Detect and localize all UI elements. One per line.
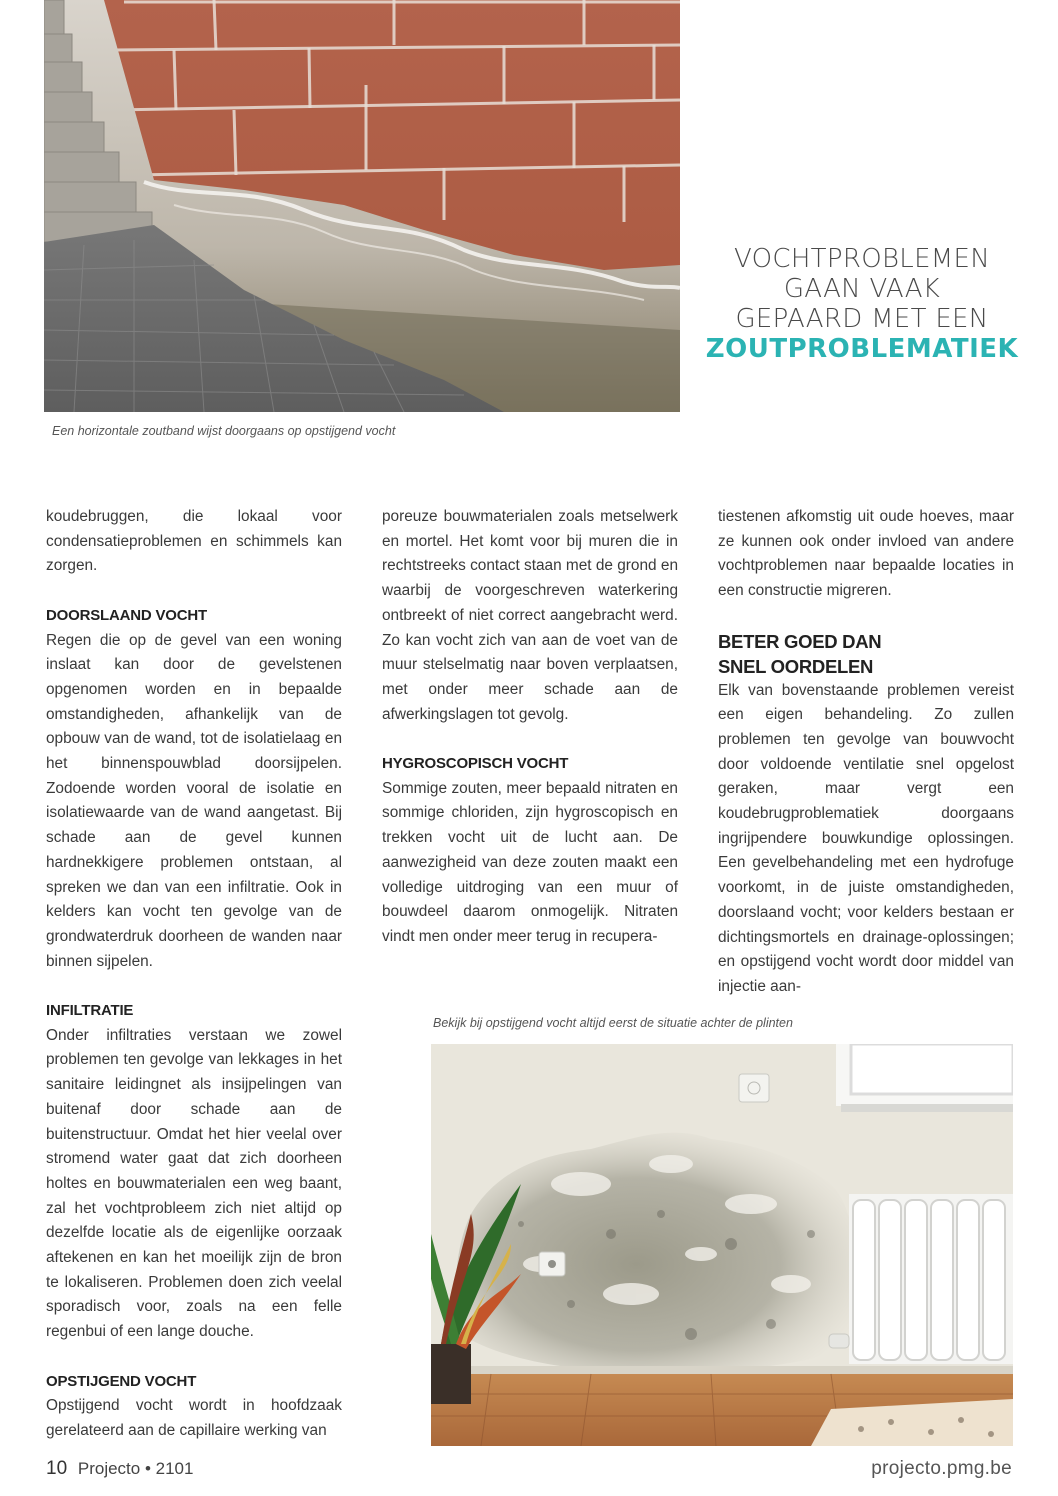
section-heading-hygroscopisch-vocht: HYGROSCOPISCH VOCHT: [382, 755, 569, 773]
paragraph: Elk van bovenstaande problemen vereist een eigen behandeling. Zo zullen problemen ten gevolge van bouwvocht door voldoende ventilatie snel opgelost geraken, maar vergt een koudebrugproblematiek doorgaans ingrijpendere bouwkundige oplossingen. Een gevelbehandeling met een hydrofuge voorkomt, in de juiste omstandigheden, doorslaand vocht; voor kelders bestaan er dichtingsmortels en drainage-oplossingen; en opstijgend vocht wordt door middel van injectie aan-: [718, 681, 1014, 995]
section-heading-doorslaand-vocht: DOORSLAAND VOCHT: [46, 606, 207, 624]
website-link[interactable]: projecto.pmg.be: [871, 1458, 1012, 1479]
footer-left: [46, 1458, 193, 1480]
section-heading-beter-goed-dan-snel-oordelen: [718, 629, 1014, 679]
photo-caption: Bekijk bij opstijgend vocht altijd eerst de situatie achter de plinten: [433, 1016, 793, 1030]
page-number: 10: [46, 1458, 68, 1479]
heading-line: BETER GOED DAN: [718, 630, 882, 652]
paragraph: poreuze bouwmaterialen zoals metselwerk en mortel. Het komt voor bij muren die in rechtstreeks contact staan met de grond en waarbij de voorgeschreven waterkering ontbreekt of niet correct aangebracht werd. Zo kan vocht zich van aan de voet van de muur stelselmatig naar boven verplaatsen, met onder meer schade aan de afwerkingslagen tot gevolg.: [382, 508, 679, 723]
pull-quote-accent: ZOUTPROBLEMATIEK: [705, 334, 1019, 364]
text-column-1: [46, 505, 342, 1444]
photo-caption: Een horizontale zoutband wijst doorgaans op opstijgend vocht: [52, 424, 396, 438]
section-heading-opstijgend-vocht: OPSTIJGEND VOCHT: [46, 1372, 197, 1390]
paragraph: Sommige zouten, meer bepaald nitraten en sommige chloriden, zijn hygroscopisch en trekken vocht uit de lucht aan. De aanwezigheid van deze zouten maakt een volledige uitdroging van een muur of bouwdeel daarom onmogelijk. Nitraten vindt men onder meer terug in recupera-: [382, 779, 678, 945]
text-column-2: [382, 505, 678, 950]
heading-line: SNEL OORDELEN: [718, 655, 874, 677]
paragraph: tiestenen afkomstig uit oude hoeves, maar ze kunnen ook onder invloed van andere vochtproblemen naar bepaalde locaties in een constructie migreren.: [718, 508, 1014, 600]
photo-salt-band-wall: [44, 0, 680, 412]
text-column-3: [718, 505, 1014, 1000]
pull-quote-line: GEPAARD MET EEN: [735, 304, 989, 334]
paragraph: Opstijgend vocht wordt in hoofdzaak gerelateerd aan de capillaire werking van: [46, 1397, 342, 1439]
paragraph: koudebruggen, die lokaal voor condensatieproblemen en schimmels kan zorgen.: [46, 508, 342, 575]
photo-damp-wall-radiator: [431, 1044, 1013, 1446]
magazine-issue: Projecto • 2101: [77, 1459, 194, 1478]
paragraph: Onder infiltraties verstaan we zowel problemen ten gevolge van lekkages in het sanitaire leidingnet als insijpelingen van buitenaf door schade aan de buitenstructuur. Omdat het hier veelal over stromend water gaat dat zich doorheen holtes en bouwmaterialen een weg baant, zal het vochtprobleem zich niet altijd op dezelfde locatie als de eigenlijke oorzaak aftekenen en kan het moeilijk zijn de bron te lokaliseren. Problemen doen zich veelal sporadisch voor, zoals na een felle regenbui of een lange douche.: [46, 1026, 342, 1341]
pull-quote-line: VOCHTPROBLEMEN: [733, 244, 991, 274]
pull-quote: [700, 244, 1024, 364]
section-heading-infiltratie: INFILTRATIE: [46, 1002, 134, 1020]
paragraph: Regen die op de gevel van een woning inslaat kan door de gevelstenen opgenomen worden en in bepaalde omstandigheden, afhankelijk van de opbouw van de wand, tot de isolatielaag en het binnenspouwblad doorsijpelen. Zodoende worden vooral de isolatie en isolatiewaarde van de wand aangetast. Bij schade aan de gevel kunnen hardnekkigere problemen ontstaan, al spreken we dan van een infiltratie. Ook in kelders kan vocht ten gevolge van de grondwaterdruk doorheen de wanden naar binnen sijpelen.: [46, 631, 342, 970]
pull-quote-line: GAAN VAAK: [783, 274, 941, 304]
